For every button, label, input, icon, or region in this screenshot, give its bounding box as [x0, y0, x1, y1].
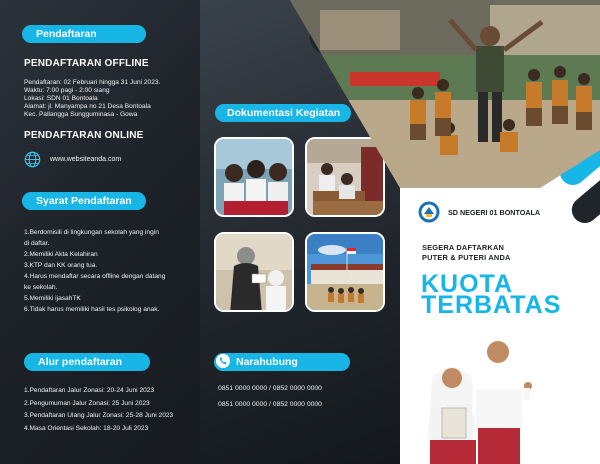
offline-line-1: Pendaftaran: 02 Februari hingga 31 Juni 2023.	[24, 79, 161, 86]
school-name: SD NEGERI 01 BONTOALA	[448, 208, 541, 217]
pendaftaran-pill: Pendaftaran	[22, 25, 146, 43]
list-item: 2.Pengumuman Jalur Zonasi: 25 Juni 2023	[24, 399, 150, 407]
offline-title: PENDAFTARAN OFFLINE	[24, 58, 149, 69]
list-item: 2.Memiliki Akta Kelahiran	[24, 251, 98, 258]
syarat-pill: Syarat Pendaftaran	[22, 192, 146, 210]
list-item: 4.Harus mendaftar secara offline dengan datang	[24, 273, 166, 280]
list-item: 3.KTP dan KK orang tua.	[24, 262, 98, 269]
syarat-list	[24, 227, 165, 315]
phone-line-2[interactable]: 0851 0000 0000 / 0852 0000 0000	[218, 401, 322, 408]
list-item: 1.Pendaftaran Jalur Zonasi: 20-24 Juni 2023	[24, 387, 155, 394]
students-photo	[424, 328, 544, 464]
dokumentasi-pill: Dokumentasi Kegiatan	[215, 104, 351, 122]
list-item: ke sekolah.	[24, 284, 58, 291]
tagline-2: PUTER & PUTERI ANDA	[422, 253, 511, 262]
headline-kuota: KUOTA	[421, 270, 514, 298]
photo-school-yard	[305, 232, 385, 312]
offline-line-4: Alamat: jl. Manyampa no 21 Desa Bontoala	[24, 103, 151, 110]
photo-teacher	[214, 232, 294, 312]
list-item: 3.Pendaftaran Ulang Jalur Zonasi: 25-28 Juni 2023	[24, 412, 174, 419]
narahubung-pill: Narahubung	[214, 353, 350, 371]
alur-list	[24, 385, 173, 435]
website-link[interactable]: www.websiteanda.com	[50, 156, 122, 163]
phone-line-1[interactable]: 0851 0000 0000 / 0852 0000 0000	[218, 385, 322, 392]
list-item: 6.Tidak harus memiliki hasil tes psikolog anak.	[24, 306, 160, 313]
offline-line-5: Kec. Pallangga Sungguminasa - Gowa	[24, 111, 138, 118]
tagline-1: SEGERA DAFTARKAN	[422, 243, 505, 252]
photo-students	[214, 137, 294, 217]
offline-line-3: Lokasi: SDN 01 Bontoala	[24, 95, 98, 102]
list-item: 1.Berdomisili di lingkungan sekolah yang ingin	[24, 229, 159, 236]
list-item: di daftar.	[24, 240, 50, 247]
list-item: 5.Memiliki ijasahTK	[24, 295, 81, 302]
offline-line-2: Waktu: 7:00 pagi - 2:00 siang	[24, 87, 110, 94]
left-panel	[0, 0, 200, 464]
school-logo-icon	[418, 201, 440, 223]
phone-icon	[216, 354, 230, 368]
list-item: 4.Masa Orientasi Sekolah: 18-20 Juli 2023	[24, 424, 149, 432]
online-title: PENDAFTARAN ONLINE	[24, 130, 144, 141]
alur-pill: Alur pendaftaran	[24, 353, 150, 371]
globe-icon	[24, 151, 41, 168]
headline-terbatas: TERBATAS	[421, 291, 562, 319]
hero-photo	[290, 0, 600, 188]
